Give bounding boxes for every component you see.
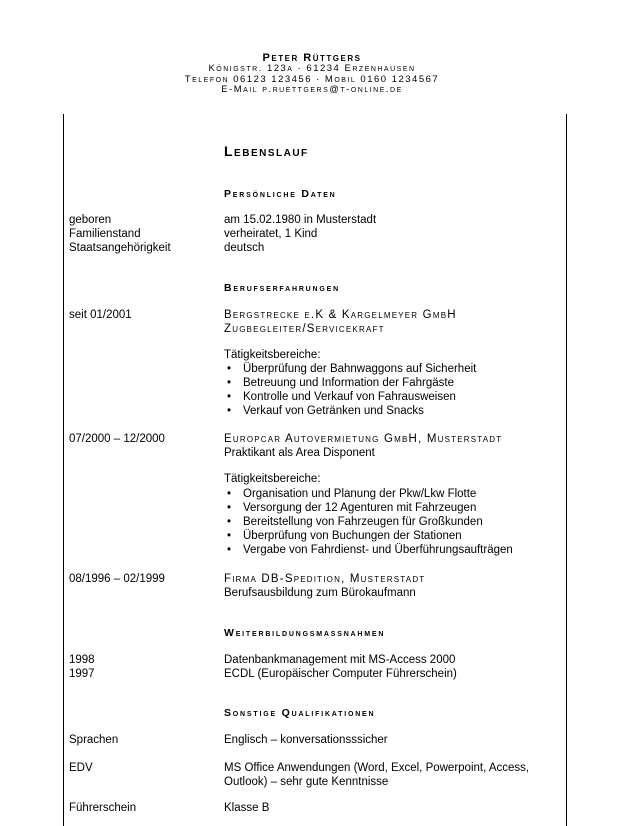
list-item: • Bereitstellung von Fahrzeugen für Großkunden (224, 515, 513, 529)
label-languages: Sprachen (69, 734, 119, 746)
section-heading-other: Sonstige Qualifikationen (224, 707, 376, 719)
value-edv-line-1: MS Office Anwendungen (Word, Excel, Powerpoint, Access, (224, 762, 530, 774)
training-year: 1997 (69, 668, 95, 680)
job-task-list (224, 362, 476, 418)
list-item: • Organisation und Planung der Pkw/Lkw Flotte (224, 487, 513, 501)
job-tasks-label: Tätigkeitsbereiche: (224, 473, 321, 485)
value-birth: am 15.02.1980 in Musterstadt (224, 214, 377, 226)
phone-line: Telefon 06123 123456 · Mobil 0160 1234567 (184, 73, 440, 85)
job-period: seit 01/2001 (69, 309, 132, 321)
applicant-name: Peter Rüttgers (262, 52, 362, 64)
list-item: • Überprüfung von Buchungen der Stationen (224, 529, 513, 543)
job-role: Zugbegleiter/Servicekraft (224, 323, 385, 335)
job-tasks-label: Tätigkeitsbereiche: (224, 349, 321, 361)
address-line: Königstr. 123a · 61234 Erzenhausen (208, 63, 416, 74)
right-border-line (566, 114, 567, 826)
job-company: Firma DB-Spedition, Musterstadt (224, 573, 426, 585)
section-heading-personal: Persönliche Daten (224, 188, 337, 200)
job-task-list (224, 487, 513, 557)
value-languages: Englisch – konversationsssicher (224, 734, 388, 746)
job-period: 08/1996 – 02/1999 (69, 573, 165, 585)
job-role: Berufsausbildung zum Bürokaufmann (224, 587, 416, 599)
email-line: E-Mail p.ruettgers@t-online.de (221, 84, 403, 95)
list-item: • Vergabe von Fahrdienst- und Überführungsaufträgen (224, 543, 513, 557)
value-marital-status: verheiratet, 1 Kind (224, 228, 318, 240)
document-title: Lebenslauf (224, 143, 309, 159)
label-edv: EDV (69, 762, 93, 774)
list-item: • Versorgung der 12 Agenturen mit Fahrzeugen (224, 501, 513, 515)
value-license: Klasse B (224, 802, 270, 814)
section-heading-training: Weiterbildungsmassnahmen (224, 627, 386, 639)
list-item: • Verkauf von Getränken und Snacks (224, 404, 476, 418)
job-role: Praktikant als Area Disponent (224, 447, 375, 459)
left-border-line (63, 114, 64, 826)
label-nationality: Staatsangehörigkeit (69, 242, 171, 254)
label-license: Führerschein (69, 802, 137, 814)
job-company: Bergstrecke e.K & Kargelmeyer GmbH (224, 309, 457, 321)
list-item: • Kontrolle und Verkauf von Fahrausweisen (224, 390, 476, 404)
list-item: • Betreuung und Information der Fahrgäste (224, 376, 476, 390)
list-item: • Überprüfung der Bahnwaggons auf Sicherheit (224, 362, 476, 376)
section-heading-experience: Berufserfahrungen (224, 282, 340, 294)
letterhead (0, 52, 624, 96)
training-year: 1998 (69, 654, 95, 666)
training-text: ECDL (Europäischer Computer Führerschein) (224, 668, 457, 680)
value-edv-line-2: Outlook) – sehr gute Kenntnisse (224, 776, 389, 788)
job-company: Europcar Autovermietung GmbH, Musterstadt (224, 433, 503, 445)
label-birth: geboren (69, 214, 112, 226)
training-text: Datenbankmanagement mit MS-Access 2000 (224, 654, 456, 666)
job-period: 07/2000 – 12/2000 (69, 433, 165, 445)
label-marital-status: Familienstand (69, 228, 141, 240)
value-nationality: deutsch (224, 242, 265, 254)
